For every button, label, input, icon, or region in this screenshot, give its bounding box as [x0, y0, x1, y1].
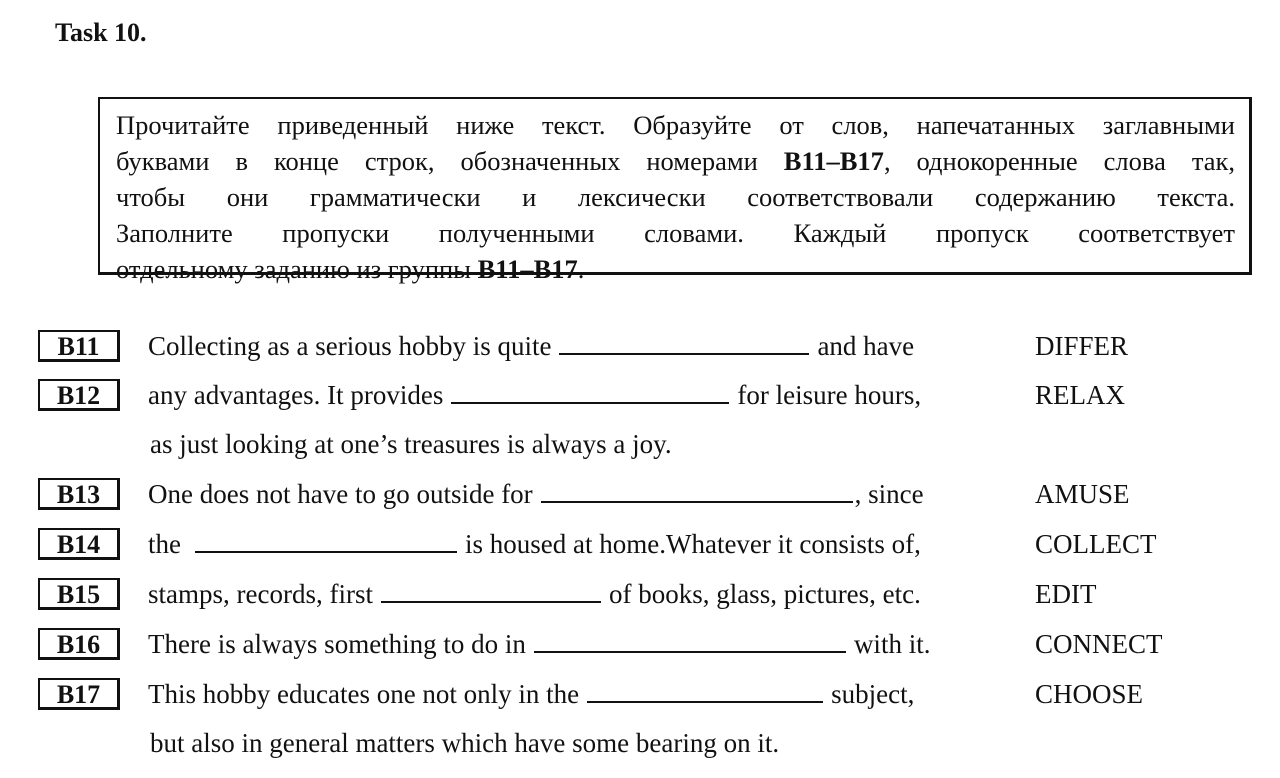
sentence-continuation: but also in general matters which have some bearing on it.: [150, 728, 780, 758]
exercise-row-b16: [0, 626, 1280, 666]
exercise-row-b13: [0, 476, 1280, 516]
item-badge: B13: [38, 478, 120, 510]
exercise-row-b11: [0, 328, 1280, 368]
item-badge: B17: [38, 678, 120, 710]
item-badge: B12: [38, 379, 120, 411]
instructions-text: буквами в конце строк, обозначенных номерами: [116, 146, 758, 176]
instructions-box: [98, 97, 1252, 284]
item-badge: B11: [38, 330, 120, 362]
root-word: AMUSE: [1035, 479, 1130, 509]
sentence: [148, 576, 921, 612]
sentence-text: and have: [817, 331, 915, 361]
exercise-row-b15: [0, 576, 1280, 616]
instructions-range: B11–B17: [477, 254, 578, 284]
sentence: [148, 377, 921, 413]
sentence: [148, 626, 930, 662]
item-badge: B14: [38, 528, 120, 560]
sentence-text: of books, glass, pictures, etc.: [608, 579, 921, 609]
sentence: [148, 676, 914, 712]
root-word: CONNECT: [1035, 629, 1163, 659]
sentence-text: , since: [854, 479, 924, 509]
instructions-line-1: Прочитайте приведенный ниже текст. Образуйте от слов, напечатанных заглавными: [116, 110, 1235, 140]
root-word: RELAX: [1035, 380, 1125, 410]
root-word: CHOOSE: [1035, 679, 1144, 709]
exercise-row-b12: [0, 377, 1280, 417]
sentence-text: any advantages. It provides: [148, 380, 444, 410]
answer-blank[interactable]: [534, 627, 846, 653]
sentence-text: Collecting as a serious hobby is quite: [148, 331, 552, 361]
instructions-text: .: [577, 254, 585, 284]
item-badge: B15: [38, 578, 120, 610]
root-word: COLLECT: [1035, 529, 1157, 559]
instructions-line-2: [116, 143, 1235, 179]
root-word: DIFFER: [1035, 331, 1129, 361]
answer-blank[interactable]: [587, 677, 823, 703]
sentence-text: subject,: [831, 679, 915, 709]
sentence: [148, 476, 924, 512]
instructions-line-3: чтобы они грамматически и лексически соответствовали содержанию текста.: [116, 182, 1235, 212]
exercise-row-b14: [0, 526, 1280, 566]
answer-blank[interactable]: [451, 378, 729, 404]
answer-blank[interactable]: [559, 329, 809, 355]
sentence-text: with it.: [853, 629, 931, 659]
task-title: Task 10.: [55, 18, 147, 47]
instructions-text: отдельному заданию из группы: [116, 254, 471, 284]
sentence-text: the: [148, 529, 181, 559]
instructions-line-5: [116, 251, 1235, 287]
sentence: [148, 526, 921, 562]
sentence-text: There is always something to do in: [148, 629, 526, 659]
instructions-text: , однокоренные слова так,: [883, 146, 1235, 176]
item-badge: B16: [38, 628, 120, 660]
answer-blank[interactable]: [195, 527, 457, 553]
exercise-row-b17: [0, 676, 1280, 716]
sentence-text: for leisure hours,: [737, 380, 922, 410]
sentence-text: One does not have to go outside for: [148, 479, 533, 509]
sentence-text: stamps, records, first: [148, 579, 373, 609]
sentence-text: This hobby educates one not only in the: [148, 679, 580, 709]
sentence-continuation: as just looking at one’s treasures is always a joy.: [150, 429, 672, 459]
instructions-line-4: Заполните пропуски полученными словами. Каждый пропуск соответствует: [116, 218, 1235, 248]
instructions-range: B11–B17: [783, 146, 884, 176]
answer-blank[interactable]: [381, 577, 601, 603]
answer-blank[interactable]: [541, 477, 853, 503]
root-word: EDIT: [1035, 579, 1097, 609]
sentence: [148, 328, 914, 364]
sentence-text: is housed at home.Whatever it consists of,: [465, 529, 921, 559]
